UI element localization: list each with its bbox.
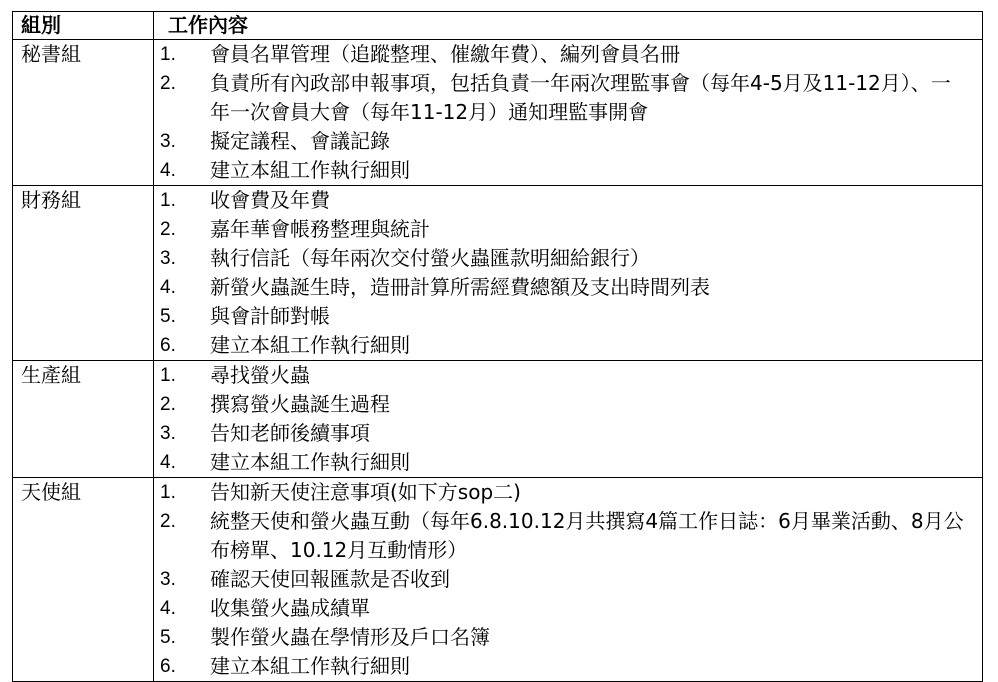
task-item	[160, 69, 982, 127]
table-row-angel	[13, 478, 983, 682]
task-number: 6.	[160, 335, 176, 356]
task-item	[160, 623, 982, 652]
header-content: 工作內容	[154, 12, 983, 40]
task-number: 5.	[160, 627, 176, 648]
task-item	[160, 565, 982, 594]
table-row-production	[13, 361, 983, 478]
task-cell	[154, 361, 983, 478]
task-text: 與會計師對帳	[210, 304, 330, 328]
task-number: 3.	[160, 248, 176, 269]
header-row	[13, 12, 983, 40]
task-item	[160, 40, 982, 69]
task-item	[160, 419, 982, 448]
task-item	[160, 186, 982, 215]
task-text: 建立本組工作執行細則	[210, 158, 410, 182]
task-item	[160, 361, 982, 390]
task-cell	[154, 40, 983, 186]
task-text: 建立本組工作執行細則	[210, 333, 410, 357]
task-text: 撰寫螢火蟲誕生過程	[210, 392, 390, 416]
task-item	[160, 302, 982, 331]
table-body	[13, 40, 983, 682]
task-text: 負責所有內政部申報事項，包括負責一年兩次理監事會（每年4-5月及11-12月）、一年一次會員大會（每年11-12月）通知理監事開會	[210, 71, 951, 124]
task-number: 1.	[160, 44, 176, 65]
task-list	[154, 361, 982, 477]
task-item	[160, 390, 982, 419]
table-row-secretary	[13, 40, 983, 186]
task-item	[160, 244, 982, 273]
task-number: 1.	[160, 365, 176, 386]
task-item	[160, 507, 982, 565]
task-number: 4.	[160, 452, 176, 473]
task-number: 1.	[160, 482, 176, 503]
task-list	[154, 186, 982, 360]
task-text: 新螢火蟲誕生時，造冊計算所需經費總額及支出時間列表	[210, 275, 710, 299]
task-text: 擬定議程、會議記錄	[210, 129, 390, 153]
task-text: 會員名單管理（追蹤整理、催繳年費）、編列會員名冊	[210, 42, 680, 66]
task-cell	[154, 478, 983, 682]
task-number: 5.	[160, 306, 176, 327]
task-number: 2.	[160, 511, 176, 532]
task-number: 2.	[160, 394, 176, 415]
task-text: 確認天使回報匯款是否收到	[210, 567, 450, 591]
group-name-cell: 天使組	[13, 478, 154, 682]
group-name-cell: 生產組	[13, 361, 154, 478]
group-name-cell: 秘書組	[13, 40, 154, 186]
task-number: 2.	[160, 219, 176, 240]
task-text: 統整天使和螢火蟲互動（每年6.8.10.12月共撰寫4篇工作日誌：6月畢業活動、8月公布榜單、10.12月互動情形）	[210, 509, 964, 562]
task-number: 3.	[160, 569, 176, 590]
task-item	[160, 478, 982, 507]
task-item	[160, 331, 982, 360]
task-text: 建立本組工作執行細則	[210, 450, 410, 474]
group-name-cell: 財務組	[13, 186, 154, 361]
task-text: 告知新天使注意事項(如下方sop二)	[210, 480, 521, 504]
task-item	[160, 448, 982, 477]
task-text: 嘉年華會帳務整理與統計	[210, 217, 430, 241]
header-group: 組別	[13, 12, 154, 40]
task-number: 3.	[160, 131, 176, 152]
task-number: 4.	[160, 598, 176, 619]
task-number: 4.	[160, 277, 176, 298]
task-item	[160, 273, 982, 302]
table-row-finance	[13, 186, 983, 361]
task-number: 2.	[160, 73, 176, 94]
task-number: 3.	[160, 423, 176, 444]
task-item	[160, 652, 982, 681]
task-text: 告知老師後續事項	[210, 421, 370, 445]
duty-table	[12, 11, 983, 682]
task-text: 建立本組工作執行細則	[210, 654, 410, 678]
task-list	[154, 478, 982, 681]
task-item	[160, 215, 982, 244]
task-list	[154, 40, 982, 185]
task-item	[160, 156, 982, 185]
task-text: 執行信託（每年兩次交付螢火蟲匯款明細給銀行）	[210, 246, 650, 270]
task-text: 尋找螢火蟲	[210, 363, 310, 387]
task-text: 收會費及年費	[210, 188, 330, 212]
task-number: 4.	[160, 160, 176, 181]
task-number: 1.	[160, 190, 176, 211]
task-text: 收集螢火蟲成績單	[210, 596, 370, 620]
task-item	[160, 594, 982, 623]
task-text: 製作螢火蟲在學情形及戶口名簿	[210, 625, 490, 649]
task-number: 6.	[160, 656, 176, 677]
task-item	[160, 127, 982, 156]
task-cell	[154, 186, 983, 361]
